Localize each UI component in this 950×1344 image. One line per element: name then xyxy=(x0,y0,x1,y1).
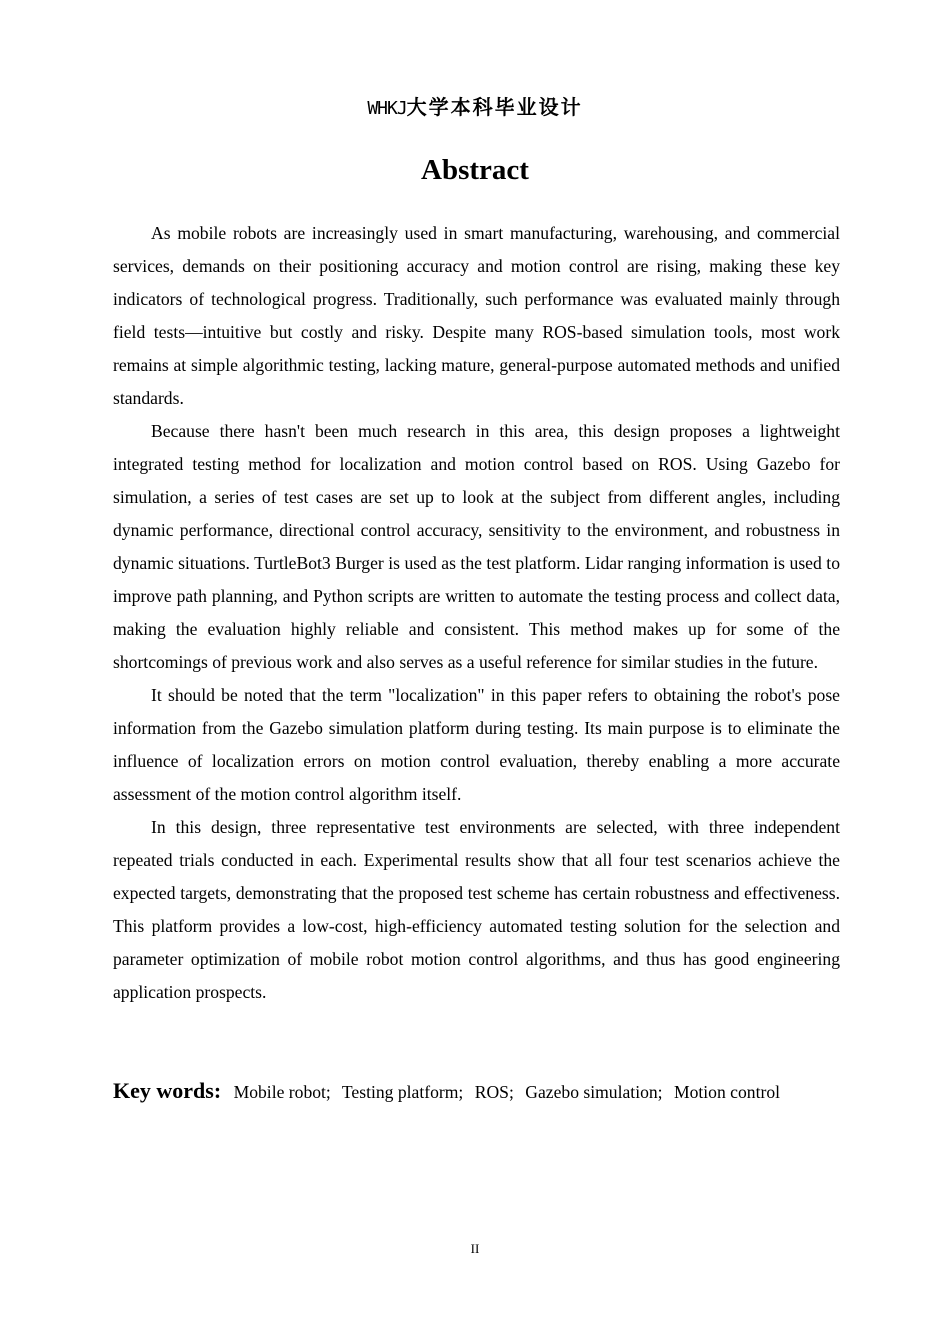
keywords-line xyxy=(113,1074,840,1109)
keyword-item: Mobile robot; xyxy=(233,1082,331,1102)
abstract-body xyxy=(113,217,840,1009)
abstract-paragraph-2: Because there hasn't been much research in this area, this design proposes a lightweight integrated testing method for localization and motion control based on ROS. Using Gazebo for simulation, a series of test cases are set up to look at the subject from different angles, including dynamic performance, directional control accuracy, sensitivity to the environment, and robustness in dynamic situations. TurtleBot3 Burger is used as the test platform. Lidar ranging information is used to improve path planning, and Python scripts are written to automate the testing process and collect data, making the evaluation highly reliable and consistent. This method makes up for some of the shortcomings of previous work and also serves as a useful reference for similar studies in the future. xyxy=(113,421,840,672)
header-university-code: WHKJ xyxy=(367,98,407,119)
abstract-paragraph-1: As mobile robots are increasingly used in smart manufacturing, warehousing, and commercial services, demands on their positioning accuracy and motion control are rising, making these key indicators of technological progress. Traditionally, such performance was evaluated mainly through field tests—intuitive but costly and risky. Despite many ROS-based simulation tools, most work remains at simple algorithmic testing, lacking mature, general-purpose automated methods and unified standards. xyxy=(113,223,840,408)
keyword-item: ROS; xyxy=(474,1082,514,1102)
keywords-label: Key words: xyxy=(113,1078,222,1103)
keyword-item: Gazebo simulation; xyxy=(525,1082,663,1102)
running-header xyxy=(0,94,950,122)
header-thesis-type: 大学本科毕业设计 xyxy=(406,95,583,119)
page-number: II xyxy=(470,1241,480,1256)
keyword-item: Testing platform; xyxy=(341,1082,464,1102)
abstract-paragraph-4: In this design, three representative test environments are selected, with three independent repeated trials conducted in each. Experimental results show that all four test scenarios achieve the expected targets, demonstrating that the proposed test scheme has certain robustness and effectiveness. This platform provides a low-cost, high-efficiency automated testing solution for the selection and parameter optimization of mobile robot motion control algorithms, and thus has good engineering application prospects. xyxy=(113,817,840,1002)
keyword-item: Motion control xyxy=(673,1082,781,1102)
abstract-title: Abstract xyxy=(421,154,529,186)
abstract-paragraph-3: It should be noted that the term "localization" in this paper refers to obtaining the robot's pose information from the Gazebo simulation platform during testing. Its main purpose is to eliminate the influence of localization errors on motion control evaluation, thereby enabling a more accurate assessment of the motion control algorithm itself. xyxy=(113,685,840,804)
